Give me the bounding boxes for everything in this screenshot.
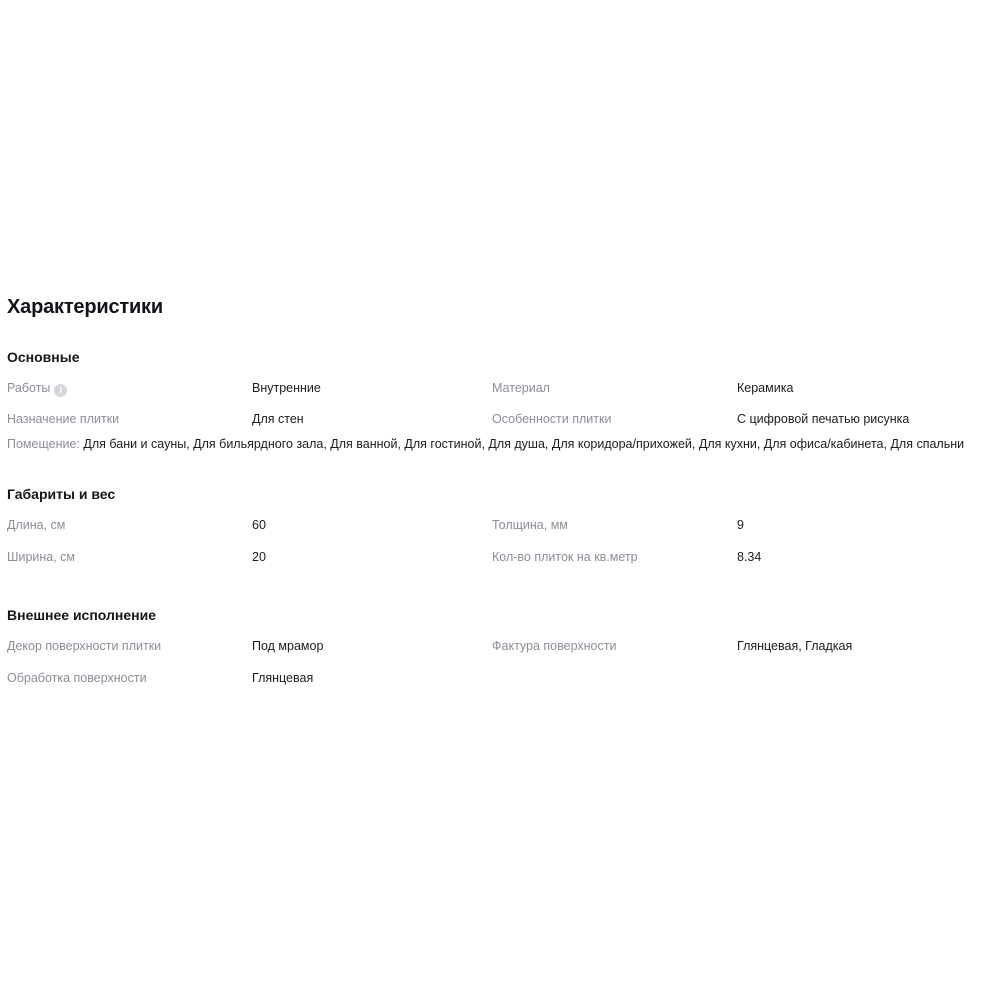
page-title: Характеристики <box>7 296 163 318</box>
spec-label-works: Работы i <box>7 380 67 397</box>
spec-value-room: Для бани и сауны, Для бильярдного зала, Для ванной, Для гостиной, Для душа, Для коридора/прихожей, Для кухни, Для офиса/кабинета, Для спальни <box>83 437 965 451</box>
spec-label-tile-purpose: Назначение плитки <box>7 412 120 426</box>
spec-label-surface-texture: Фактура поверхности <box>492 639 617 653</box>
spec-value-tile-purpose: Для стен <box>252 412 304 426</box>
spec-value-width: 20 <box>252 550 266 564</box>
spec-value-works: Внутренние <box>252 381 321 395</box>
spec-label-tiles-per-sqm: Кол-во плиток на кв.метр <box>492 550 638 564</box>
spec-label-width: Ширина, см <box>7 550 76 564</box>
spec-label-material: Материал <box>492 381 550 395</box>
section-title-dimensions: Габариты и вес <box>7 486 116 502</box>
spec-label-tile-features: Особенности плитки <box>492 412 612 426</box>
spec-value-tiles-per-sqm: 8.34 <box>737 550 762 564</box>
spec-row-room <box>7 436 964 452</box>
spec-label-thickness: Толщина, мм <box>492 518 568 532</box>
spec-value-surface-decor: Под мрамор <box>252 639 324 653</box>
spec-value-thickness: 9 <box>737 518 744 532</box>
section-title-basic: Основные <box>7 349 80 365</box>
info-icon[interactable]: i <box>54 384 67 397</box>
spec-label-surface-decor: Декор поверхности плитки <box>7 639 162 653</box>
spec-value-length: 60 <box>252 518 266 532</box>
spec-value-surface-finish: Глянцевая <box>252 671 314 685</box>
spec-label-surface-finish: Обработка поверхности <box>7 671 147 685</box>
section-title-appearance: Внешнее исполнение <box>7 607 156 623</box>
spec-label-room: Помещение: <box>7 437 80 451</box>
spec-value-material: Керамика <box>737 381 794 395</box>
spec-label-length: Длина, см <box>7 518 66 532</box>
spec-value-tile-features: С цифровой печатью рисунка <box>737 412 910 426</box>
spec-value-surface-texture: Глянцевая, Гладкая <box>737 639 853 653</box>
